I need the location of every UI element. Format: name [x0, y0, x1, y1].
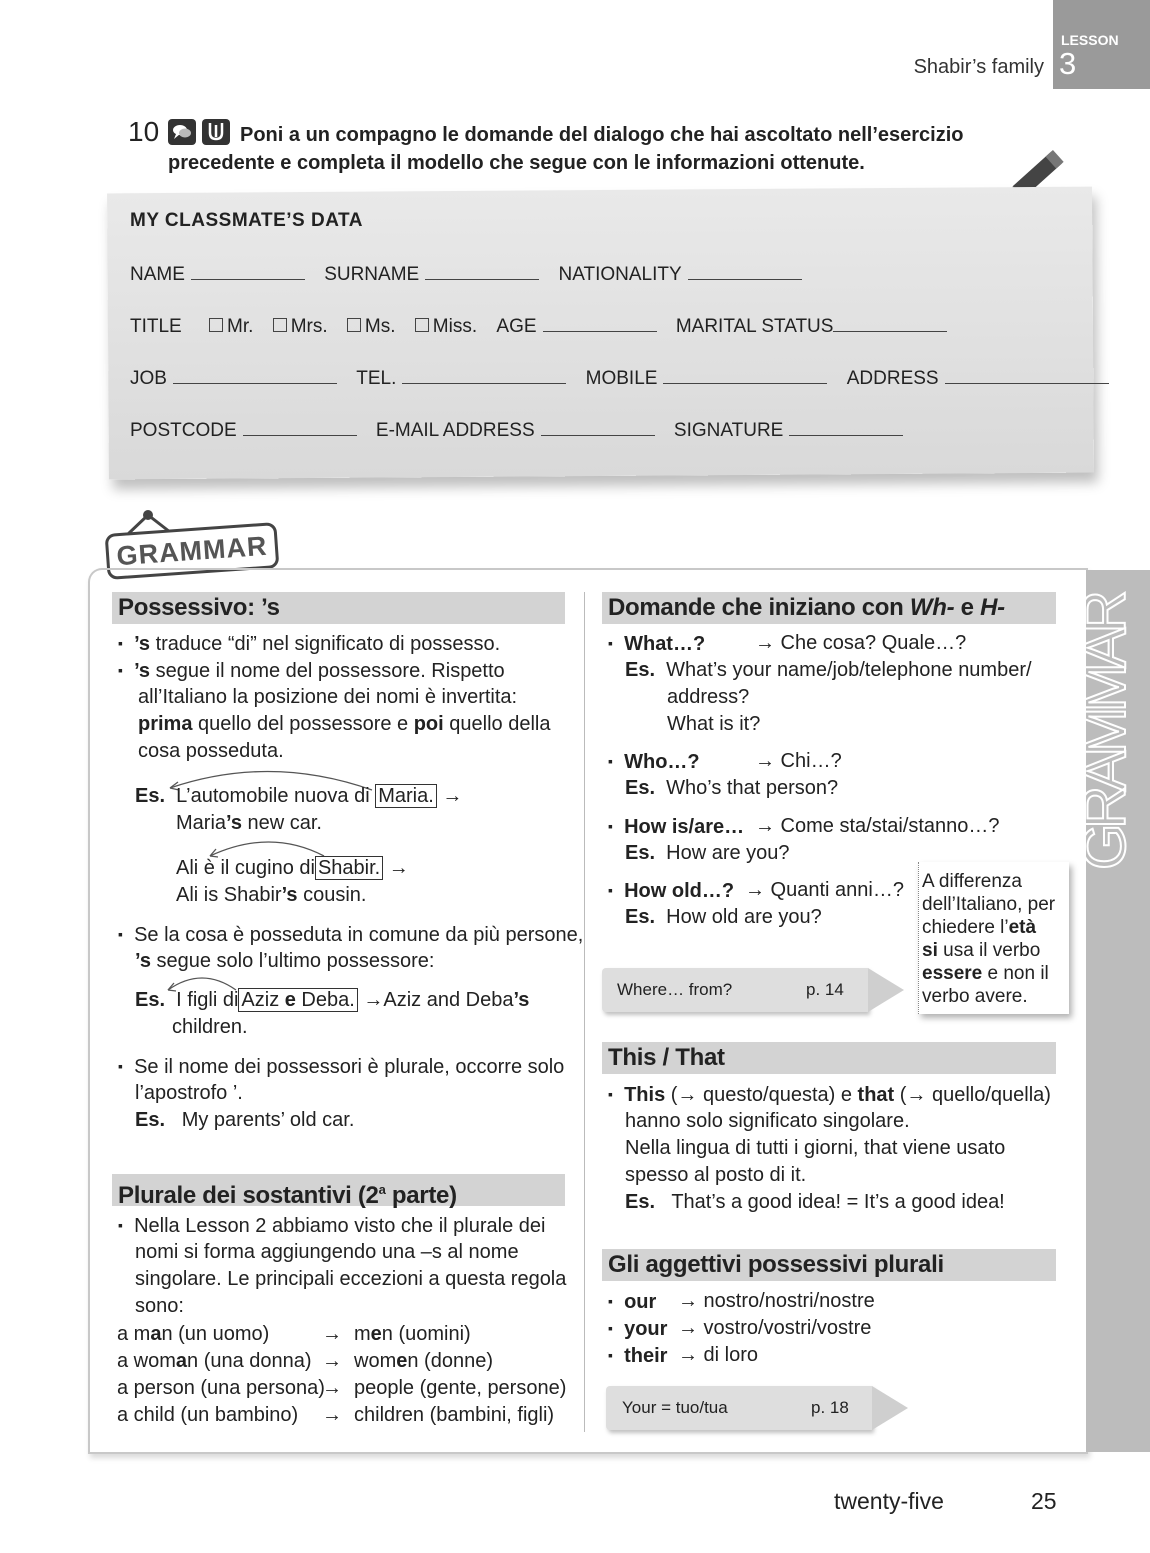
- form-row-1: [130, 264, 816, 286]
- adj-their: ▪ their: [608, 1345, 668, 1367]
- bullet: ▪: [608, 1086, 613, 1102]
- example-1b: Maria’s new car.: [176, 812, 322, 834]
- plural-arrow: →: [322, 1323, 342, 1345]
- this-that-heading: This / That: [602, 1042, 1056, 1074]
- possessive-bullet-1: ▪ ’s traduce “di” nel significato di possesso.: [118, 633, 501, 655]
- adj-our: ▪ our: [608, 1291, 657, 1313]
- plural-arrow: →: [322, 1350, 342, 1372]
- signature-field[interactable]: [789, 421, 903, 436]
- wh-who-example: Es. Who’s that person?: [625, 777, 839, 799]
- plural-row-3-plural: people (gente, persone): [354, 1377, 567, 1399]
- reference-your[interactable]: [606, 1386, 912, 1430]
- reference-label: Your = tuo/tua: [622, 1398, 728, 1417]
- plural-line1: ▪ Nella Lesson 2 abbiamo visto che il plurale dei: [118, 1215, 546, 1237]
- example-3b: children.: [172, 1016, 248, 1038]
- checkbox-ms[interactable]: [347, 318, 361, 332]
- plural-line3: singolare. Le principali eccezioni a questa regola: [135, 1268, 567, 1290]
- grammar-badge: GRAMMAR: [105, 522, 280, 580]
- email-label: E-MAIL ADDRESS: [375, 420, 535, 441]
- option-mrs: Mrs.: [290, 316, 328, 337]
- bullet: ▪: [608, 882, 613, 898]
- wh-what-example-2: address?: [667, 686, 750, 708]
- lesson-number: 3: [1059, 46, 1077, 81]
- surname-field[interactable]: [425, 265, 539, 280]
- bullet: ▪: [608, 1293, 613, 1309]
- wh-what: ▪ What…?: [608, 633, 706, 655]
- email-field[interactable]: [541, 421, 655, 436]
- checkbox-miss[interactable]: [415, 318, 429, 332]
- this-that-line1: ▪ This (→ questo/questa) e that (→ quello/quella): [608, 1084, 1051, 1106]
- postcode-label: POSTCODE: [130, 420, 237, 441]
- plural-line4: sono:: [135, 1295, 184, 1317]
- possessive-b3-line2: ’s segue solo l’ultimo possessore:: [135, 950, 435, 972]
- mobile-field[interactable]: [663, 369, 827, 384]
- reference-label: Where… from?: [617, 980, 733, 999]
- bullet: ▪: [118, 635, 123, 651]
- bullet: ▪: [608, 753, 613, 769]
- option-ms: Ms.: [364, 316, 396, 337]
- possessive-adjectives-heading: Gli aggettivi possessivi plurali: [602, 1249, 1056, 1281]
- bullet: ▪: [118, 1217, 123, 1233]
- exercise-instruction-line1: Poni a un compagno le domande del dialogo che hai ascoltato nell’esercizio: [240, 124, 964, 146]
- example-3a: Es. I figli di Aziz e Deba. →Aziz and Deba’s: [135, 989, 530, 1011]
- reference-where-from[interactable]: [602, 968, 908, 1012]
- this-that-line2: hanno solo significato singolare.: [625, 1110, 910, 1132]
- form-row-3: [130, 368, 1123, 390]
- address-field[interactable]: [945, 369, 1109, 384]
- bullet: ▪: [118, 926, 123, 942]
- title-label: TITLE: [130, 316, 182, 337]
- plural-arrow: →: [322, 1404, 342, 1426]
- possessive-b2-line3: prima quello del possessore e poi quello della: [138, 713, 551, 735]
- wh-how-old-translation: → Quanti anni…?: [745, 879, 904, 901]
- bullet: ▪: [608, 635, 613, 651]
- possessive-bullet-4: ▪ Se il nome dei possessori è plurale, occorre solo: [118, 1056, 565, 1078]
- signature-label: SIGNATURE: [673, 420, 784, 441]
- grammar-side-label: [1069, 585, 1150, 875]
- name-label: NAME: [130, 264, 185, 285]
- option-mr: Mr.: [227, 316, 254, 337]
- surname-label: SURNAME: [324, 264, 420, 285]
- this-that-line4: spesso al posto di it.: [625, 1164, 807, 1186]
- this-that-line3: Nella lingua di tutti i giorni, that viene usato: [625, 1137, 1006, 1159]
- plural-row-2-plural: women (donne): [354, 1350, 493, 1372]
- exercise-number: 10: [128, 116, 160, 147]
- this-that-example: Es. That’s a good idea! = It’s a good idea!: [625, 1191, 1005, 1213]
- column-divider: [584, 592, 585, 1432]
- page-number-words: twenty-five: [834, 1488, 944, 1514]
- wh-questions-heading: Domande che iniziano con Wh- e H-: [602, 592, 1056, 624]
- bullet: ▪: [608, 1320, 613, 1336]
- postcode-field[interactable]: [243, 421, 357, 436]
- possessive-heading: Possessivo: ’s: [112, 592, 565, 624]
- plural-row-3-singular: a person (una persona): [117, 1377, 325, 1399]
- tel-label: TEL.: [356, 368, 397, 389]
- job-field[interactable]: [173, 369, 337, 384]
- tel-field[interactable]: [402, 369, 566, 384]
- adj-our-translation: → nostro/nostri/nostre: [678, 1290, 875, 1312]
- lesson-label: LESSON: [1061, 32, 1119, 48]
- possessive-b2-line2: all’Italiano la posizione dei nomi è invertita:: [138, 686, 518, 708]
- possessive-bullet-3: ▪ Se la cosa è posseduta in comune da più persone,: [118, 924, 584, 946]
- example-1a: Es. L’automobile nuova di Maria. →: [135, 785, 463, 807]
- pen-writing-icon: [202, 119, 230, 145]
- wh-what-example-3: What is it?: [667, 713, 761, 735]
- adj-your: ▪ your: [608, 1318, 668, 1340]
- name-field[interactable]: [191, 265, 305, 280]
- marital-status-label: MARITAL STATUS: [675, 316, 834, 337]
- card-title: MY CLASSMATE’S DATA: [130, 210, 363, 231]
- wh-how: ▪ How is/are…: [608, 816, 745, 838]
- possessive-bullet-2: ▪ ’s segue il nome del possessore. Rispetto: [118, 660, 505, 682]
- bullet: ▪: [608, 818, 613, 834]
- job-label: JOB: [130, 368, 167, 389]
- checkbox-mrs[interactable]: [273, 318, 287, 332]
- adj-their-translation: → di loro: [678, 1344, 759, 1366]
- wh-how-translation: → Come sta/stai/stanno…?: [755, 815, 1000, 837]
- speech-bubble-icon: [168, 119, 196, 145]
- adj-your-translation: → vostro/vostri/vostre: [678, 1317, 872, 1339]
- address-label: ADDRESS: [846, 368, 939, 389]
- reference-page: p. 14: [806, 980, 844, 999]
- form-row-4: [130, 420, 917, 442]
- age-field[interactable]: [543, 317, 657, 332]
- marital-status-field[interactable]: [833, 317, 947, 332]
- exercise-instruction-line2: precedente e completa il modello che segue con le informazioni ottenute.: [168, 152, 865, 174]
- wh-what-example: Es. What’s your name/job/telephone number/: [625, 659, 1032, 681]
- reference-page: p. 18: [811, 1398, 849, 1417]
- mobile-label: MOBILE: [585, 368, 658, 389]
- wh-who-translation: → Chi…?: [755, 750, 842, 772]
- example-4: Es. My parents’ old car.: [135, 1109, 355, 1131]
- note-text: A differenza dell’Italiano, per chiedere l’età si usa il verbo essere e non il verbo avere.: [922, 871, 1056, 1007]
- age-label: AGE: [496, 316, 537, 337]
- bullet: ▪: [118, 662, 123, 678]
- bullet: ▪: [608, 1347, 613, 1363]
- option-miss: Miss.: [432, 316, 478, 337]
- checkbox-mr[interactable]: [209, 318, 223, 332]
- lesson-tab: [1053, 0, 1150, 89]
- running-title: Shabir’s family: [913, 56, 1044, 78]
- plural-heading: Plurale dei sostantivi (2$^a$ parte): [112, 1174, 565, 1206]
- wh-how-old: ▪ How old…?: [608, 880, 735, 902]
- svg-text:GRAMMAR: GRAMMAR: [1071, 590, 1138, 870]
- wh-how-old-example: Es. How old are you?: [625, 906, 822, 928]
- nationality-label: NATIONALITY: [558, 264, 682, 285]
- plural-row-4-plural: children (bambini, figli): [354, 1404, 555, 1426]
- wh-who: ▪ Who…?: [608, 751, 700, 773]
- plural-row-1-plural: men (uomini): [354, 1323, 471, 1345]
- nationality-field[interactable]: [688, 265, 802, 280]
- example-2a: Ali è il cugino di Shabir. →: [176, 857, 409, 879]
- example-2b: Ali is Shabir’s cousin.: [176, 884, 367, 906]
- plural-row-1-singular: a man (un uomo): [117, 1323, 270, 1345]
- page-number: 25: [1031, 1488, 1057, 1514]
- wh-what-translation: → Che cosa? Quale…?: [755, 632, 967, 654]
- possessive-b4-line2: l’apostrofo ’.: [135, 1082, 243, 1104]
- possessive-b2-line4: cosa posseduta.: [138, 740, 284, 762]
- wh-how-example: Es. How are you?: [625, 842, 790, 864]
- plural-row-2-singular: a woman (una donna): [117, 1350, 312, 1372]
- plural-row-4-singular: a child (un bambino): [117, 1404, 299, 1426]
- plural-line2: nomi si forma aggiungendo una –s al nome: [135, 1241, 519, 1263]
- form-row-2: [130, 316, 961, 338]
- plural-arrow: →: [322, 1377, 342, 1399]
- bullet: ▪: [118, 1058, 123, 1074]
